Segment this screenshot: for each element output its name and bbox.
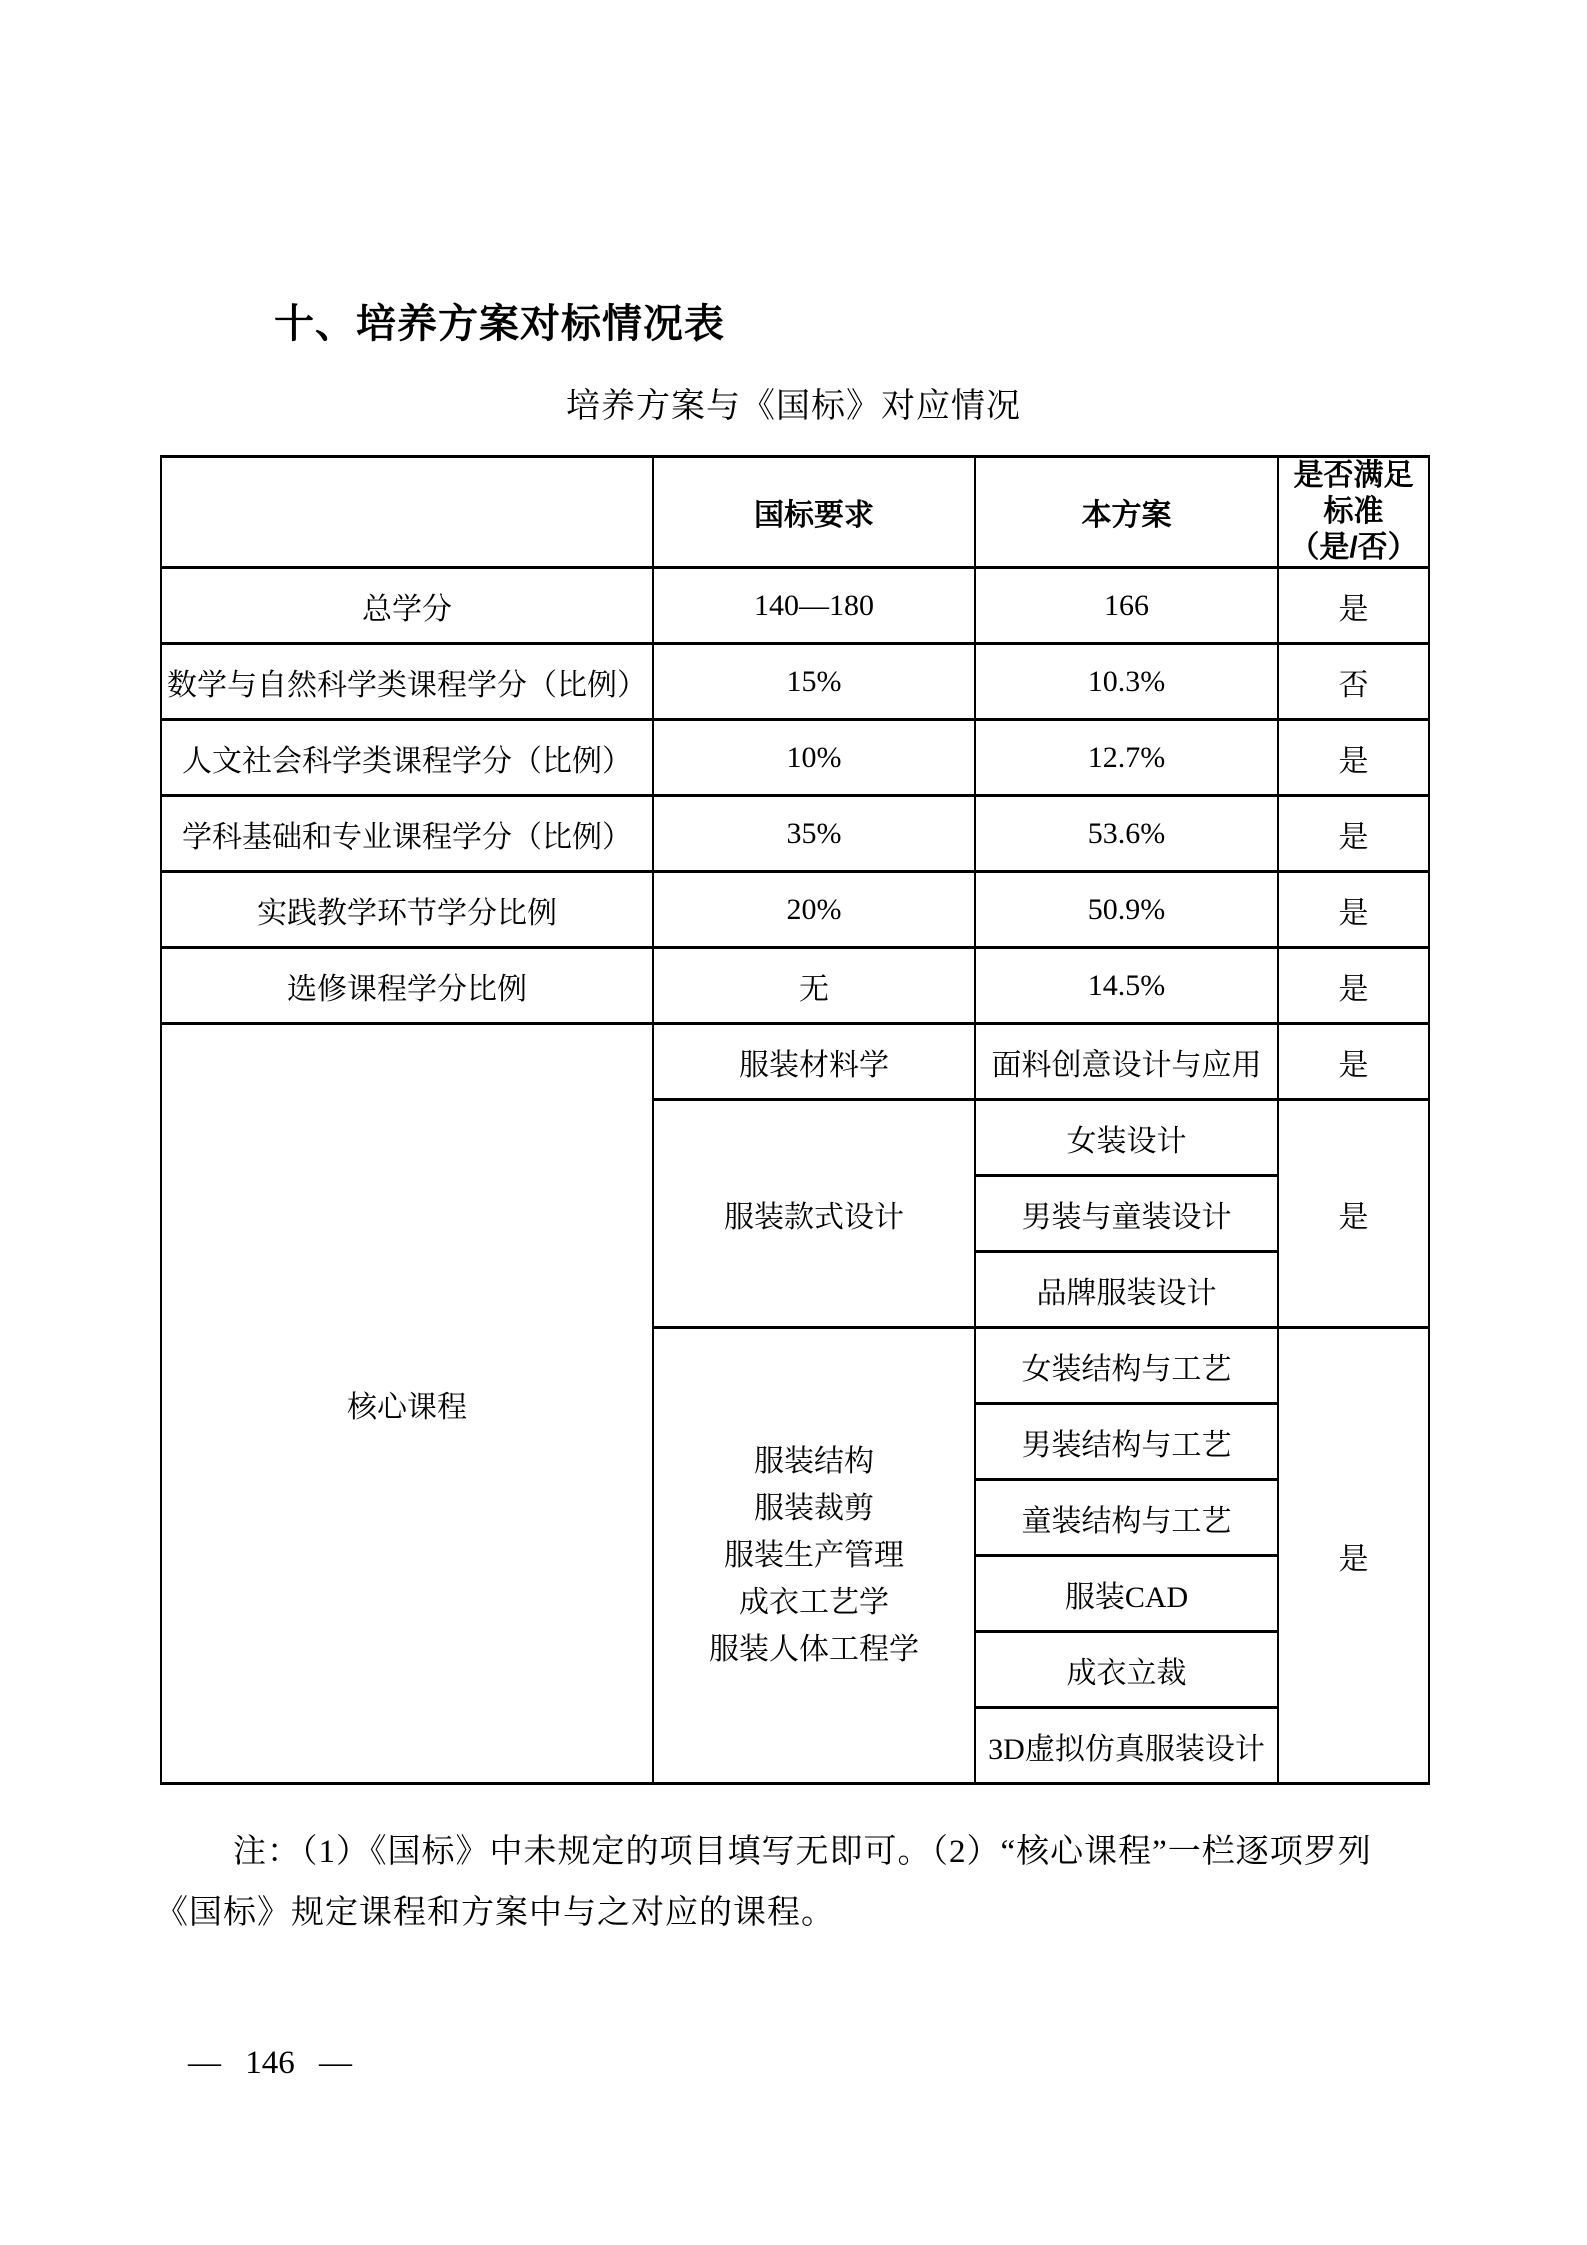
meets-value: 是 — [1278, 1024, 1429, 1100]
table-row — [161, 872, 1429, 948]
meets-value: 是 — [1278, 796, 1429, 872]
header-meets-line: （是/否） — [1289, 531, 1418, 564]
page-number: — 146 — — [188, 2045, 352, 2081]
core-standard-course: 服装结构 — [754, 1445, 874, 1478]
row-label: 选修课程学分比例 — [161, 948, 653, 1024]
core-plan-course: 男装结构与工艺 — [975, 1404, 1278, 1480]
table-row — [161, 1024, 1429, 1100]
meets-value: 是 — [1278, 1100, 1429, 1328]
row-label: 人文社会科学类课程学分（比例） — [161, 720, 653, 796]
footnote-line: 《国标》规定课程和方案中与之对应的课程。 — [155, 1895, 835, 1931]
plan-value: 10.3% — [975, 644, 1278, 720]
meets-value: 是 — [1278, 720, 1429, 796]
footnote-line: 注：（1）《国标》中未规定的项目填写无即可。（2）“核心课程”一栏逐项罗列 — [233, 1834, 1372, 1870]
core-standard-course: 服装款式设计 — [653, 1100, 975, 1328]
header-meets-line: 是否满足 — [1293, 459, 1414, 492]
table-row — [161, 568, 1429, 644]
core-standard-course-list — [653, 1328, 975, 1784]
core-plan-course: 女装结构与工艺 — [975, 1328, 1278, 1404]
core-plan-course: 童装结构与工艺 — [975, 1480, 1278, 1556]
footnote — [155, 1822, 1445, 1944]
core-standard-course: 服装生产管理 — [724, 1539, 904, 1572]
meets-value: 是 — [1278, 568, 1429, 644]
standard-value: 20% — [653, 872, 975, 948]
meets-value: 是 — [1278, 948, 1429, 1024]
core-standard-course: 服装裁剪 — [754, 1492, 874, 1525]
core-plan-course: 男装与童装设计 — [975, 1176, 1278, 1252]
plan-value: 166 — [975, 568, 1278, 644]
header-empty-cell — [161, 457, 653, 568]
meets-value: 否 — [1278, 644, 1429, 720]
header-meets-line: 标准 — [1323, 495, 1384, 528]
table-caption: 培养方案与《国标》对应情况 — [566, 388, 1021, 425]
core-plan-course: 面料创意设计与应用 — [975, 1024, 1278, 1100]
core-courses-label: 核心课程 — [161, 1024, 653, 1784]
header-plan: 本方案 — [975, 457, 1278, 568]
core-plan-course: 品牌服装设计 — [975, 1252, 1278, 1328]
table-row — [161, 948, 1429, 1024]
row-label: 总学分 — [161, 568, 653, 644]
meets-value: 是 — [1278, 872, 1429, 948]
plan-value: 12.7% — [975, 720, 1278, 796]
table-header-row — [161, 457, 1429, 568]
header-meets — [1278, 457, 1429, 568]
core-standard-course: 服装人体工程学 — [709, 1633, 919, 1666]
standard-value: 15% — [653, 644, 975, 720]
row-label: 数学与自然科学类课程学分（比例） — [161, 644, 653, 720]
table-row — [161, 796, 1429, 872]
core-plan-course: 女装设计 — [975, 1100, 1278, 1176]
standard-value: 35% — [653, 796, 975, 872]
core-standard-course: 服装材料学 — [653, 1024, 975, 1100]
plan-value: 50.9% — [975, 872, 1278, 948]
benchmark-table — [160, 455, 1430, 1785]
plan-value: 53.6% — [975, 796, 1278, 872]
row-label: 学科基础和专业课程学分（比例） — [161, 796, 653, 872]
core-plan-course: 服装CAD — [975, 1556, 1278, 1632]
core-plan-course: 成衣立裁 — [975, 1632, 1278, 1708]
plan-value: 14.5% — [975, 948, 1278, 1024]
standard-value: 140—180 — [653, 568, 975, 644]
standard-value: 无 — [653, 948, 975, 1024]
standard-value: 10% — [653, 720, 975, 796]
meets-value: 是 — [1278, 1328, 1429, 1784]
table-row — [161, 720, 1429, 796]
core-plan-course: 3D虚拟仿真服装设计 — [975, 1708, 1278, 1784]
row-label: 实践教学环节学分比例 — [161, 872, 653, 948]
header-standard: 国标要求 — [653, 457, 975, 568]
core-standard-course: 成衣工艺学 — [739, 1586, 889, 1619]
table-row — [161, 644, 1429, 720]
section-heading: 十、培养方案对标情况表 — [274, 302, 725, 346]
